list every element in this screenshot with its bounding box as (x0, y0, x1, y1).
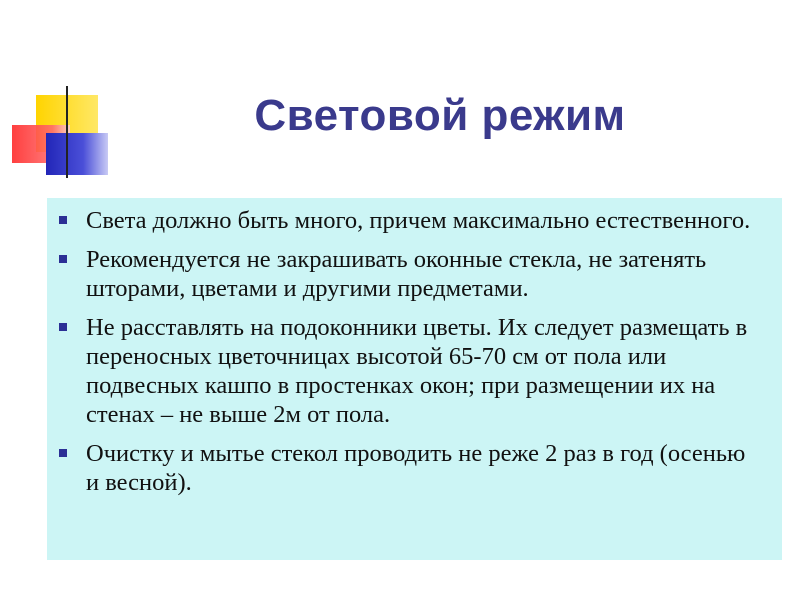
content-box (47, 198, 782, 560)
bullet-item (57, 245, 762, 303)
bullet-square-icon (59, 323, 67, 331)
bullet-text: Рекомендуется не закрашивать оконные стекла, не затенять шторами, цветами и другими предметами. (86, 246, 707, 302)
bullet-text: Очистку и мытье стекол проводить не реже 2 раз в год (осенью и весной). (86, 440, 746, 496)
slide-title: Световой режим (254, 91, 626, 140)
bullet-text: Не расставлять на подоконники цветы. Их следует размещать в переносных цветочницах высотой 65-70 см от пола или подвесных кашпо в простенках окон; при размещении их на стенах – не выше 2м от пола. (86, 314, 748, 428)
bullet-item (57, 206, 762, 235)
bullet-item (57, 439, 762, 497)
bullet-square-icon (59, 255, 67, 263)
bullet-list (47, 198, 782, 497)
bullet-item (57, 313, 762, 429)
bullet-text: Света должно быть много, причем максимально естественного. (86, 207, 751, 234)
deco-blue-square (46, 133, 108, 175)
bullet-square-icon (59, 216, 67, 224)
bullet-square-icon (59, 449, 67, 457)
